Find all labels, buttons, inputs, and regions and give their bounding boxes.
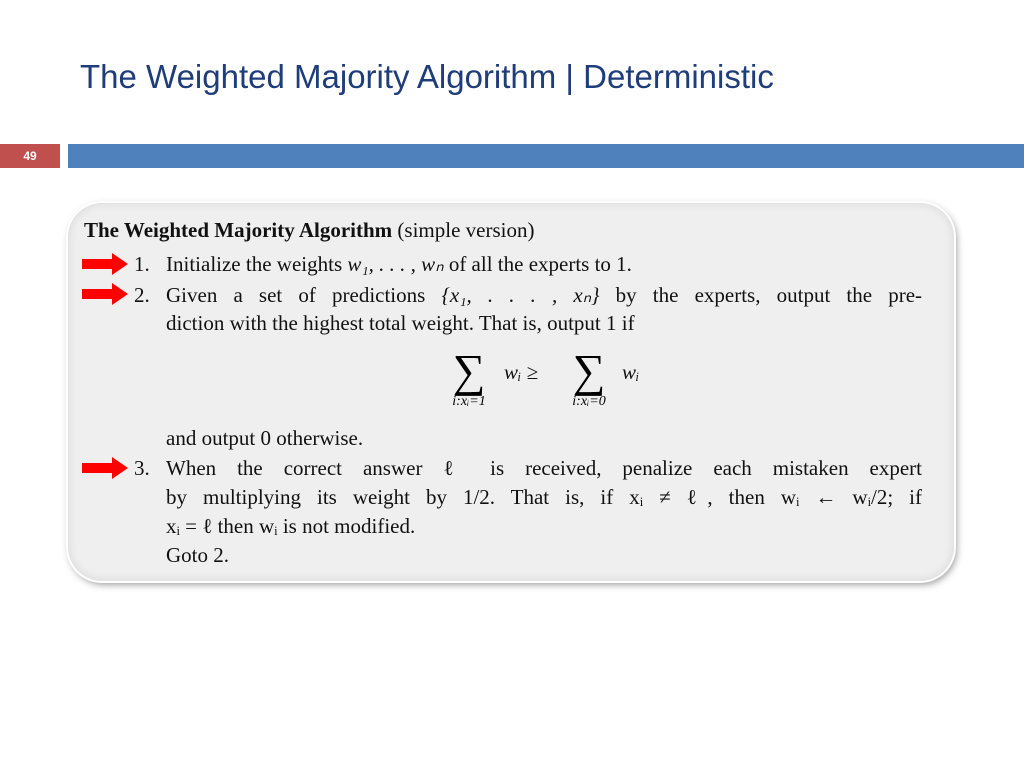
- step-1-text-b: of all the experts to 1.: [448, 252, 632, 276]
- slide-title: The Weighted Majority Algorithm | Deterministic: [80, 58, 774, 95]
- step-2-line-1: [166, 283, 922, 308]
- step-2-text-b: by the experts, output the pre-: [615, 283, 923, 307]
- heading-rest: (simple version): [397, 218, 535, 242]
- sigma-left: ∑: [452, 345, 486, 396]
- step-2-line-2: diction with the highest total weight. That is, output 1 if: [166, 311, 635, 335]
- step-3-line-4: Goto 2.: [166, 543, 229, 567]
- step-3-number: 3.: [134, 456, 150, 480]
- step-1-number: 1.: [134, 252, 150, 276]
- step-3-line-1: When the correct answer ℓ is received, penalize each mistaken expert: [166, 456, 922, 480]
- step-1-math: w₁, . . . , wₙ: [347, 252, 444, 276]
- step-2-number: 2.: [134, 283, 150, 307]
- step-1-text: [166, 252, 632, 277]
- sum-left-subscript: i:xᵢ=1: [452, 394, 486, 409]
- heading-bold: The Weighted Majority Algorithm: [84, 218, 393, 242]
- sigma-right: ∑: [572, 345, 606, 396]
- title-bar: [68, 144, 1024, 168]
- step-2-text-a: Given a set of predictions: [166, 283, 426, 307]
- algorithm-heading: [84, 218, 534, 243]
- sum-left: [436, 345, 502, 410]
- step-1-text-a: Initialize the weights: [166, 252, 343, 276]
- slide-number: 49: [0, 144, 60, 168]
- step-3-line-2: by multiplying its weight by 1/2. That is, if xᵢ ≠ ℓ, then wᵢ ← wᵢ/2; if: [166, 485, 922, 509]
- right-arrow-icon: [82, 283, 130, 305]
- sum-left-term: wᵢ ≥: [504, 360, 539, 384]
- step-2-line-3: and output 0 otherwise.: [166, 426, 364, 450]
- step-3-line-3: xᵢ = ℓ then wᵢ is not modified.: [166, 514, 416, 538]
- sum-right: [556, 345, 622, 410]
- sum-right-term: wᵢ: [622, 360, 640, 384]
- right-arrow-icon: [82, 457, 130, 479]
- step-2-math: {x₁, . . . , xₙ}: [441, 283, 600, 307]
- right-arrow-icon: [82, 253, 130, 275]
- sum-right-subscript: i:xᵢ=0: [572, 394, 606, 409]
